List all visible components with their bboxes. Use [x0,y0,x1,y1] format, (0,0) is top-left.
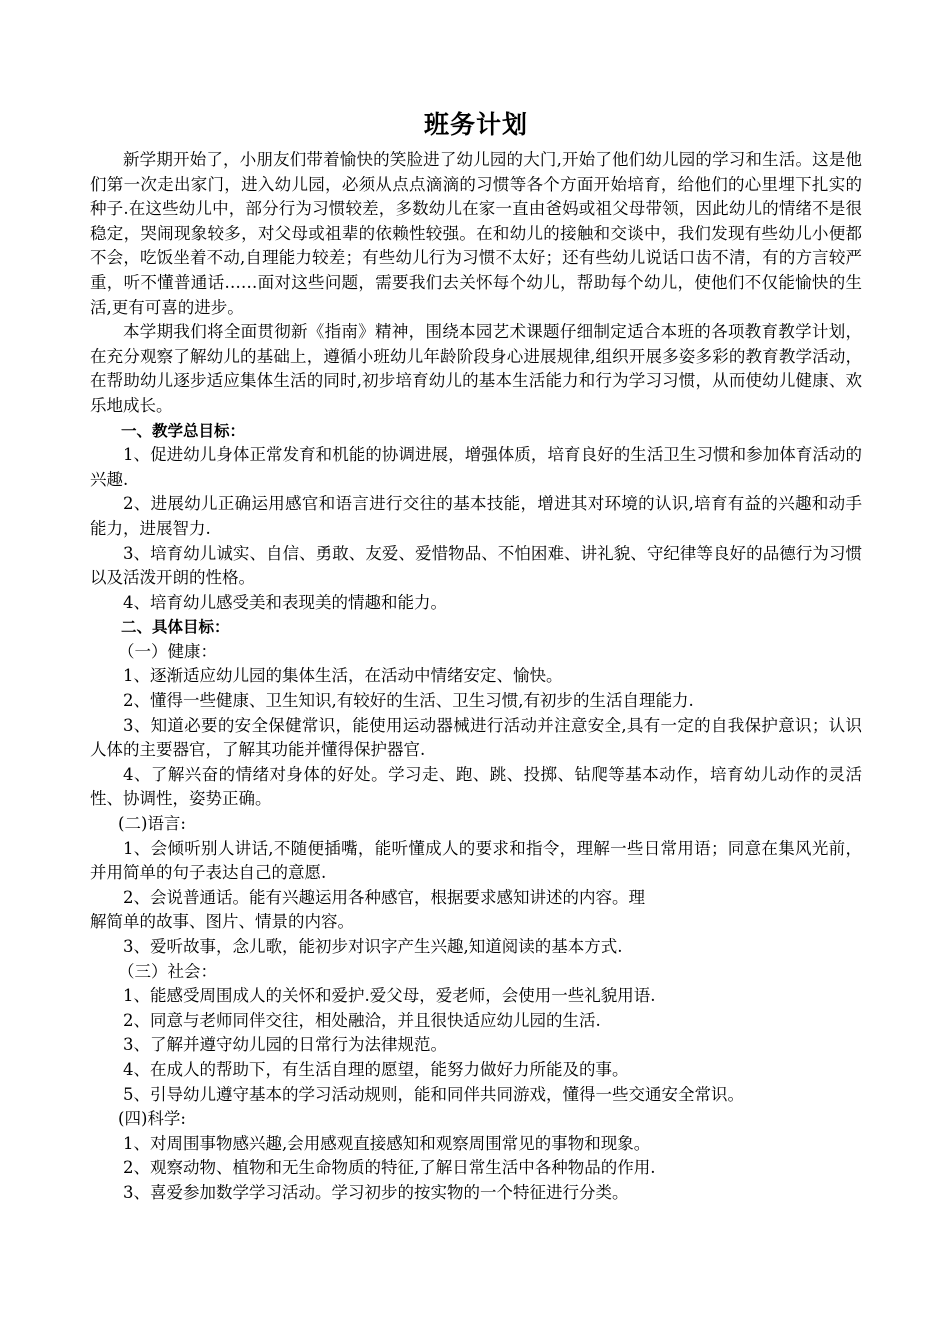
society-item: 1、能感受周围成人的关怀和爱护.爱父母，爱老师，会使用一些礼貌用语. [123,986,656,1006]
language-item: 2、会说普通话。能有兴趣运用各种感官，根据要求感知讲述的内容。理 [123,887,645,907]
science-item: 2、观察动物、植物和无生命物质的特征,了解日常生活中各种物品的作用. [123,1158,656,1178]
science-item: 3、喜爱参加数学学习活动。学习初步的按实物的一个特征进行分类。 [123,1182,629,1202]
subsection-label-society: （三）社会： [118,961,218,981]
document-title: 班务计划 [423,110,528,139]
section-heading-general-goals: 一、教学总目标： [121,421,246,440]
science-item: 1、对周围事物感兴趣,会用感观直接感知和观察周围常见的事物和现象。 [123,1133,651,1153]
language-item-continuation: 解简单的故事、图片、情景的内容。 [90,912,354,932]
society-item: 3、了解并遵守幼儿园的日常行为法律规范。 [123,1035,447,1055]
intro-paragraph: 新学期开始了，小朋友们带着愉快的笑脸进了幼儿园的大门,开始了他们幼儿园的学习和生活。这是他们第一次走出家门，进入幼儿园，必须从点点滴滴的习惯等各个方面开始培育，给他们的心里埋下扎实的种子.在这些幼儿中，部分行为习惯较差，多数幼儿在家一直由爸妈或祖父母带领，因此幼儿的情绪不是很稳定，哭闹现象较多，对父母或祖辈的依赖性较强。在和幼儿的接触和交谈中，我们发现有些幼儿小便都不会，吃饭坐着不动,自理能力较差；有些幼儿行为习惯不太好；还有些幼儿说话口齿不清，有的方言较严重，听不懂普通话……面对这些问题，需要我们去关怀每个幼儿，帮助每个幼儿，使他们不仅能愉快的生活,更有可喜的进步。 [90,150,862,317]
society-item: 5、引导幼儿遵守基本的学习活动规则，能和同伴共同游戏，懂得一些交通安全常识。 [123,1084,744,1104]
society-item: 4、在成人的帮助下，有生活自理的愿望，能努力做好力所能及的事。 [123,1059,629,1079]
health-item: 3、知道必要的安全保健常识，能使用运动器械进行活动并注意安全,具有一定的自我保护意识；认识人体的主要器官，了解其功能并懂得保护器官. [90,715,862,760]
intro-paragraph: 本学期我们将全面贯彻新《指南》精神，围绕本园艺术课题仔细制定适合本班的各项教育教学计划，在充分观察了解幼儿的基础上，遵循小班幼儿年龄阶段身心进展规律,组织开展多姿多彩的教育教学活动，在帮助幼儿逐步适应集体生活的同时,初步培育幼儿的基本生活能力和行为学习习惯，从而使幼儿健康、欢乐地成长。 [90,322,862,415]
goal-item: 3、培育幼儿诚实、自信、勇敢、友爱、爱惜物品、不怕困难、讲礼貌、守纪律等良好的品德行为习惯以及活泼开朗的性格。 [90,543,862,588]
society-item: 2、同意与老师同伴交往，相处融洽，并且很快适应幼儿园的生活. [123,1010,601,1030]
language-item: 1、会倾听别人讲话,不随便插嘴，能听懂成人的要求和指令，理解一些日常用语；同意在集风光前，并用简单的句子表达自己的意愿. [90,838,862,883]
goal-item: 2、进展幼儿正确运用感官和语言进行交往的基本技能，增进其对环境的认识,培育有益的兴趣和动手能力，进展智力. [90,494,862,538]
language-item: 3、爱听故事，念儿歌，能初步对识字产生兴趣,知道阅读的基本方式. [123,937,623,956]
goal-item: 1、促进幼儿身体正常发育和机能的协调进展，增强体质，培育良好的生活卫生习惯和参加体育活动的兴趣. [90,445,862,489]
health-item: 2、懂得一些健康、卫生知识,有较好的生活、卫生习惯,有初步的生活自理能力. [123,691,694,711]
subsection-label-science: (四)科学: [118,1109,186,1129]
section-heading-specific-goals: 二、具体目标： [121,618,230,637]
goal-item: 4、培育幼儿感受美和表现美的情趣和能力。 [123,592,447,612]
subsection-label-language: (二)语言: [118,814,186,834]
subsection-label-health: （一）健康： [118,641,218,661]
health-item: 1、逐渐适应幼儿园的集体生活，在活动中情绪安定、愉快。 [123,666,563,686]
health-item: 4、了解兴奋的情绪对身体的好处。学习走、跑、跳、投掷、钻爬等基本动作，培育幼儿动作的灵活性、协调性，姿势正确。 [90,764,862,809]
document-page [90,108,862,1206]
